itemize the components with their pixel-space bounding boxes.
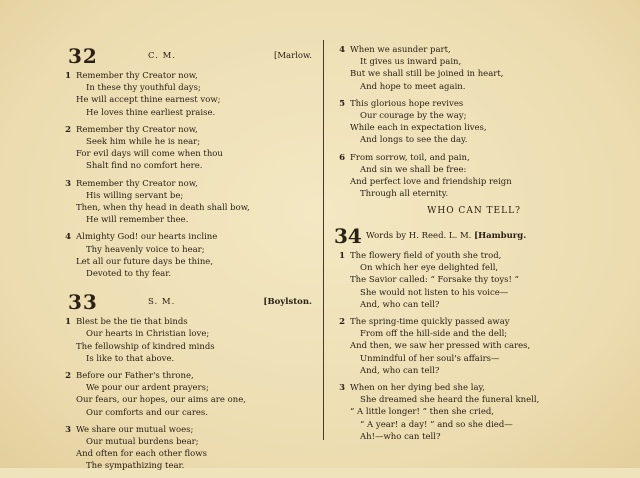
verse-text: From off the hill-side and the dell;: [360, 329, 508, 340]
verse-line: [60, 178, 318, 190]
stanza-number: 3: [65, 424, 71, 435]
verse-text: We pour our ardent prayers;: [86, 383, 209, 394]
verse-line: [60, 341, 318, 353]
verse-text: Thy heavenly voice to hear;: [86, 244, 205, 255]
verse-text: But we shall still be joined in heart,: [350, 69, 504, 80]
hymn-meter: S. M.: [148, 297, 176, 308]
verse-line: [334, 134, 614, 146]
verse-line: [60, 328, 318, 340]
stanza-number: 1: [65, 317, 71, 328]
verse-line: [334, 56, 614, 68]
stanza-number: 1: [339, 251, 345, 261]
verse-line: [334, 188, 614, 200]
stanza-number: 3: [339, 383, 345, 394]
verse-line: [60, 407, 318, 419]
verse-line: [334, 274, 614, 286]
stanza: [60, 178, 318, 227]
verse-line: [334, 262, 614, 274]
verse-line: [60, 214, 318, 226]
verse-line: [334, 152, 614, 164]
verse-text: Remember thy Creator now,: [76, 71, 198, 81]
verse-text: Through all eternity.: [360, 189, 449, 200]
stanza-number: 2: [65, 371, 71, 382]
verse-line: [334, 340, 614, 352]
verse-line: [334, 353, 614, 365]
stanza: [334, 382, 614, 443]
verse-line: [60, 244, 318, 256]
verse-line: [60, 460, 318, 472]
stanza: [334, 316, 614, 377]
verse-text: On which her eye delighted fell,: [360, 263, 499, 274]
stanza: [60, 424, 318, 473]
verse-text: He will accept thine earnest vow;: [76, 95, 221, 106]
verse-line: [60, 268, 318, 280]
verse-text: He loves thine earliest praise.: [86, 107, 216, 118]
verse-line: [60, 316, 318, 328]
verse-text: Remember thy Creator now,: [76, 124, 198, 135]
verse-line: [60, 148, 318, 160]
hymn-34-stanzas: [334, 250, 614, 443]
verse-line: [60, 256, 318, 268]
verse-text: Our hearts in Christian love;: [86, 329, 210, 340]
verse-line: [60, 382, 318, 394]
hymn-33-stanzas: [60, 316, 318, 472]
stanza-number: 6: [339, 152, 345, 163]
verse-text: And perfect love and friendship reign: [350, 177, 512, 188]
verse-line: [60, 70, 318, 82]
verse-line: [334, 316, 614, 328]
verse-text: Seek him while he is near;: [86, 137, 201, 148]
hymn-32-stanzas: [60, 70, 318, 280]
verse-text: She dreamed she heard the funeral knell,: [360, 395, 540, 406]
verse-text: We share our mutual woes;: [76, 424, 194, 435]
hymn-34-meta: [366, 231, 526, 241]
verse-line: [334, 164, 614, 176]
verse-line: [60, 353, 318, 365]
verse-line: [334, 299, 614, 311]
hymn-tune: [Marlow.: [274, 51, 312, 61]
verse-text: The flowery field of youth she trod,: [350, 251, 502, 261]
verse-text: He will remember thee.: [86, 215, 189, 226]
stanza: [334, 44, 614, 93]
verse-line: [60, 82, 318, 94]
verse-text: And then, we saw her pressed with cares,: [350, 341, 531, 352]
verse-text: The spring-time quickly passed away: [350, 317, 510, 328]
verse-text: Almighty God! our hearts incline: [76, 232, 218, 243]
verse-line: [334, 328, 614, 340]
column-divider: [323, 40, 324, 440]
verse-text: And sin we shall be free:: [360, 164, 467, 175]
verse-text: Ah!—who can tell?: [360, 431, 441, 442]
verse-text: And, who can tell?: [360, 365, 440, 376]
verse-text: This glorious hope revives: [350, 98, 464, 109]
verse-line: [334, 81, 614, 93]
stanza-number: 5: [339, 98, 345, 109]
stanza: [60, 124, 318, 173]
verse-line: [334, 122, 614, 134]
verse-line: [334, 110, 614, 122]
verse-text: His willing servant be;: [86, 190, 184, 201]
verse-line: [334, 250, 614, 262]
right-column: [334, 44, 614, 205]
verse-line: [334, 176, 614, 188]
verse-line: [334, 431, 614, 443]
verse-text: Remember thy Creator now,: [76, 178, 198, 189]
verse-line: [334, 394, 614, 406]
hymn-32-header: [60, 44, 318, 70]
verse-line: [60, 424, 318, 436]
verse-line: [60, 370, 318, 382]
verse-line: [60, 136, 318, 148]
hymn-34-title: WHO CAN TELL?: [427, 206, 521, 216]
verse-text: Our mutual burdens bear;: [86, 437, 199, 448]
verse-text: And hope to meet again.: [360, 81, 466, 92]
verse-text: And, who can tell?: [360, 299, 440, 310]
hymn-33-continued-stanzas: [334, 44, 614, 200]
verse-line: [60, 394, 318, 406]
stanza-number: 4: [339, 45, 345, 55]
hymn-credit: Words by H. Reed.: [366, 231, 447, 241]
verse-text: When we asunder part,: [350, 45, 451, 55]
verse-text: Devoted to thy fear.: [86, 269, 172, 280]
verse-text: And longs to see the day.: [360, 135, 468, 146]
verse-text: The Savior called: “ Forsake thy toys! ”: [350, 275, 519, 286]
verse-line: [334, 287, 614, 299]
verse-line: [60, 107, 318, 119]
verse-text: Then, when thy head in death shall bow,: [76, 203, 250, 214]
hymn-number: 32: [68, 44, 98, 68]
verse-text: It gives us inward pain,: [360, 57, 462, 68]
stanza-number: 4: [65, 232, 71, 243]
stanza-number: 2: [65, 124, 71, 135]
verse-line: [334, 382, 614, 394]
verse-text: The fellowship of kindred minds: [76, 341, 215, 352]
verse-line: [60, 124, 318, 136]
verse-line: [60, 202, 318, 214]
verse-line: [60, 436, 318, 448]
verse-line: [60, 94, 318, 106]
verse-text: Shalt find no comfort here.: [86, 161, 203, 172]
hymn-meter: C. M.: [148, 51, 177, 61]
stanza: [60, 70, 318, 119]
verse-text: Unmindful of her soul's affairs—: [360, 353, 500, 364]
verse-line: [60, 231, 318, 243]
hymn-tune: [Hamburg.: [474, 231, 527, 241]
verse-text: Our comforts and our cares.: [86, 407, 208, 418]
verse-line: [334, 419, 614, 431]
verse-line: [334, 365, 614, 377]
stanza: [60, 370, 318, 419]
verse-text: Before our Father's throne,: [76, 371, 194, 382]
verse-text: And often for each other flows: [76, 449, 207, 460]
verse-text: Our courage by the way;: [360, 111, 467, 122]
verse-text: For evil days will come when thou: [76, 149, 223, 160]
verse-text: From sorrow, toil, and pain,: [350, 152, 470, 163]
verse-text: “ A little longer! ” then she cried,: [350, 407, 494, 418]
verse-line: [60, 160, 318, 172]
stanza-number: 3: [65, 178, 71, 189]
left-column: [60, 44, 318, 478]
hymn-number: 34: [334, 224, 362, 248]
hymn-34-header: [334, 226, 614, 248]
verse-text: In these thy youthful days;: [86, 83, 201, 94]
hymn-34-stanzas-wrap: [334, 250, 614, 448]
verse-text: She would not listen to his voice—: [360, 287, 509, 298]
verse-text: When on her dying bed she lay,: [350, 383, 485, 394]
stanza: [334, 98, 614, 147]
verse-line: [334, 68, 614, 80]
verse-line: [334, 44, 614, 56]
hymn-meter: L. M.: [448, 231, 472, 241]
stanza: [60, 316, 318, 365]
verse-text: Let all our future days be thine,: [76, 256, 214, 267]
verse-text: Blest be the tie that binds: [76, 317, 188, 328]
stanza: [334, 250, 614, 311]
hymn-tune: [Boylston.: [263, 297, 312, 308]
stanza-number: 2: [339, 317, 345, 328]
verse-line: [60, 448, 318, 460]
verse-text: While each in expectation lives,: [350, 123, 487, 134]
verse-line: [334, 98, 614, 110]
verse-text: “ A year! a day! ” and so she died—: [360, 419, 513, 430]
verse-text: Is like to that above.: [86, 353, 175, 364]
stanza: [60, 231, 318, 280]
stanza-number: 1: [65, 71, 71, 81]
hymn-number: 33: [68, 290, 98, 315]
stanza: [334, 152, 614, 201]
verse-line: [60, 190, 318, 202]
verse-text: The sympathizing tear.: [86, 461, 185, 472]
verse-line: [334, 406, 614, 418]
hymn-33-header: [60, 290, 318, 316]
verse-text: Our fears, our hopes, our aims are one,: [76, 395, 246, 406]
